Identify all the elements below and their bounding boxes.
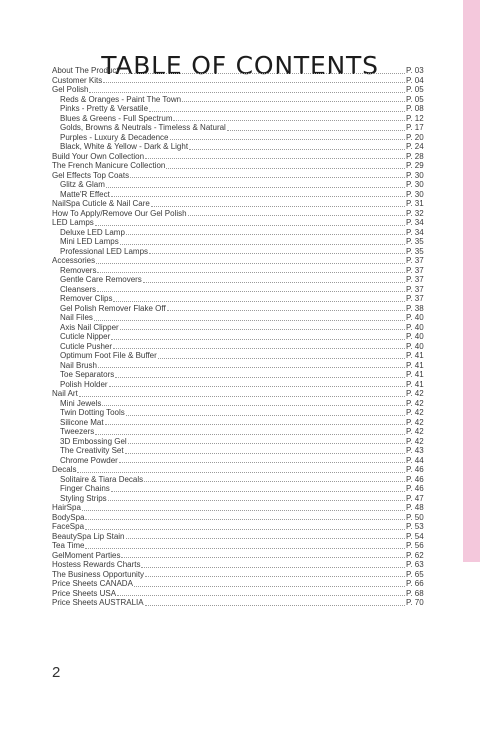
toc-entry-page: P. 42: [406, 408, 424, 417]
dot-leader: [111, 490, 405, 492]
toc-entry-page: P. 34: [406, 227, 424, 237]
toc-subentry[interactable]: [52, 142, 426, 152]
toc-entry-label: Reds & Oranges - Paint The Town: [60, 94, 182, 104]
toc-entry-page: P. 38: [406, 303, 424, 313]
toc-entry-label: Optimum Foot File & Buffer: [60, 351, 157, 360]
dot-leader: [85, 528, 405, 530]
dot-leader: [126, 233, 405, 235]
toc-entry-label: Chrome Powder: [60, 455, 118, 465]
toc-entry-page: P. 34: [406, 218, 424, 227]
toc-entry-page: P. 17: [406, 123, 424, 132]
dot-leader: [77, 471, 405, 473]
toc-entry-page: P. 37: [406, 265, 424, 275]
toc-entry-label: Gel Polish Remover Flake Off: [60, 303, 166, 313]
toc-entry-page: P. 70: [406, 598, 424, 607]
toc-entry-label: Polish Holder: [60, 379, 108, 389]
toc-entry-page: P. 46: [406, 484, 424, 493]
toc-entry-page: P. 37: [406, 275, 424, 284]
dot-leader: [158, 357, 405, 359]
toc-entry-label: The Business Opportunity: [52, 569, 145, 579]
toc-entry[interactable]: [52, 560, 426, 570]
toc-entry-page: P. 31: [406, 199, 424, 208]
toc-entry-label: Nail Art: [52, 389, 78, 398]
toc-entry-label: Tea Time: [52, 541, 85, 550]
dot-leader: [227, 129, 405, 131]
toc-entry-label: FaceSpa: [52, 522, 85, 531]
toc-entry-label: Blues & Greens - Full Spectrum: [60, 113, 173, 123]
toc-entry-page: P. 50: [406, 512, 424, 522]
toc-entry-page: P. 05: [406, 85, 424, 94]
toc-entry[interactable]: [52, 209, 426, 219]
toc-subentry[interactable]: [52, 361, 426, 371]
toc-entry-page: P. 44: [406, 455, 424, 465]
toc-entry[interactable]: [52, 551, 426, 561]
toc-subentry[interactable]: [52, 95, 426, 105]
toc-entry[interactable]: [52, 513, 426, 523]
dot-leader: [167, 309, 405, 311]
toc-entry-page: P. 37: [406, 294, 424, 303]
toc-entry-page: P. 35: [406, 237, 424, 246]
toc-entry-label: Cuticle Pusher: [60, 341, 113, 351]
toc-entry[interactable]: [52, 532, 426, 542]
toc-entry-label: Hostess Rewards Charts: [52, 560, 141, 569]
dot-leader: [145, 157, 405, 159]
toc-entry[interactable]: [52, 589, 426, 599]
dot-leader: [149, 110, 405, 112]
toc-subentry[interactable]: [52, 475, 426, 485]
toc-entry-page: P. 32: [406, 208, 424, 218]
toc-entry-page: P. 41: [406, 360, 424, 370]
dot-leader: [85, 518, 405, 520]
toc-entry-page: P. 05: [406, 94, 424, 104]
toc-subentry[interactable]: [52, 275, 426, 285]
dot-leader: [134, 585, 405, 587]
dot-leader: [182, 100, 405, 102]
dot-leader: [103, 81, 405, 83]
toc-subentry[interactable]: [52, 304, 426, 314]
toc-entry[interactable]: [52, 171, 426, 181]
toc-entry-label: Silicone Mat: [60, 417, 104, 427]
toc-entry-label: Customer Kits: [52, 75, 103, 85]
toc-entry[interactable]: [52, 152, 426, 162]
toc-entry-label: 3D Embossing Gel: [60, 436, 127, 446]
toc-entry-page: P. 30: [406, 189, 424, 199]
dot-leader: [170, 138, 406, 140]
toc-entry-label: The French Manicure Collection: [52, 161, 166, 170]
toc-entry-label: Cleansers: [60, 284, 97, 294]
toc-entry-page: P. 28: [406, 151, 424, 161]
toc-entry[interactable]: [52, 598, 426, 608]
toc-subentry[interactable]: [52, 285, 426, 295]
toc-entry-page: P. 62: [406, 550, 424, 560]
toc-entry-page: P. 03: [406, 66, 424, 75]
toc-entry-page: P. 42: [406, 398, 424, 408]
dot-leader: [115, 376, 405, 378]
toc-entry-label: Cuticle Nipper: [60, 332, 111, 341]
dot-leader: [121, 556, 405, 558]
dot-leader: [126, 414, 405, 416]
toc-entry-label: Gel Polish: [52, 85, 89, 94]
page-number: 2: [52, 664, 61, 681]
dot-leader: [102, 404, 405, 406]
toc-entry-label: Tweezers: [60, 427, 95, 436]
dot-leader: [173, 119, 405, 121]
toc-subentry[interactable]: [52, 133, 426, 143]
dot-leader: [151, 205, 405, 207]
dot-leader: [97, 271, 405, 273]
toc-entry-page: P. 24: [406, 142, 424, 151]
dot-leader: [141, 566, 405, 568]
toc-subentry[interactable]: [52, 294, 426, 304]
dot-leader: [111, 338, 405, 340]
dot-leader: [120, 328, 405, 330]
toc-subentry[interactable]: [52, 332, 426, 342]
toc-entry-page: P. 65: [406, 569, 424, 579]
toc-entry[interactable]: [52, 579, 426, 589]
dot-leader: [89, 91, 405, 93]
toc-entry-label: About The Product: [52, 66, 119, 75]
toc-entry-label: Accessories: [52, 256, 96, 265]
dot-leader: [98, 366, 405, 368]
toc-subentry[interactable]: [52, 104, 426, 114]
toc-entry-page: P. 12: [406, 113, 424, 123]
toc-entry-label: Purples - Luxury & Decadence: [60, 132, 169, 142]
toc-entry[interactable]: [52, 85, 426, 95]
toc-subentry[interactable]: [52, 266, 426, 276]
dot-leader: [113, 347, 405, 349]
dot-leader: [109, 385, 405, 387]
pink-side-tab: [463, 0, 480, 562]
toc-entry-label: BodySpa: [52, 512, 85, 522]
toc-entry-label: NailSpa Cuticle & Nail Care: [52, 199, 150, 208]
toc-subentry[interactable]: [52, 380, 426, 390]
toc-entry-page: P. 37: [406, 284, 424, 294]
toc-subentry[interactable]: [52, 247, 426, 257]
toc-entry-page: P. 42: [406, 436, 424, 446]
toc-entry-label: GelMoment Parties: [52, 550, 121, 560]
toc-subentry[interactable]: [52, 456, 426, 466]
toc-subentry[interactable]: [52, 114, 426, 124]
dot-leader: [96, 262, 405, 264]
page-title: TABLE OF CONTENTS: [101, 50, 379, 80]
toc-entry[interactable]: [52, 76, 426, 86]
toc-entry-label: Professional LED Lamps: [60, 246, 149, 256]
toc-entry-page: P. 53: [406, 522, 424, 531]
dot-leader: [111, 195, 405, 197]
toc-entry-label: The Creativity Set: [60, 446, 124, 455]
dot-leader: [113, 300, 405, 302]
toc-entry[interactable]: [52, 389, 426, 399]
toc-entry-label: Nail Brush: [60, 360, 97, 370]
toc-entry-label: How To Apply/Remove Our Gel Polish: [52, 208, 187, 218]
dot-leader: [82, 509, 405, 511]
dot-leader: [95, 224, 405, 226]
toc-subentry[interactable]: [52, 427, 426, 437]
toc-entry-page: P. 42: [406, 427, 424, 436]
dot-leader: [188, 214, 405, 216]
toc-entry-label: Gel Effects Top Coats: [52, 170, 130, 180]
toc-entry[interactable]: [52, 541, 426, 551]
toc-entry-label: LED Lamps: [52, 218, 94, 227]
toc-subentry[interactable]: [52, 399, 426, 409]
toc-subentry[interactable]: [52, 190, 426, 200]
toc-entry-page: P. 42: [406, 389, 424, 398]
toc-entry-label: Matte'R Effect: [60, 189, 110, 199]
toc-entry-page: P. 40: [406, 341, 424, 351]
toc-entry-label: Pinks - Pretty & Versatile: [60, 104, 149, 113]
toc-entry-page: P. 42: [406, 417, 424, 427]
toc-entry-label: Price Sheets USA: [52, 588, 117, 598]
toc-entry-label: Nail Files: [60, 313, 93, 322]
toc-entry-page: P. 30: [406, 170, 424, 180]
dot-leader: [128, 442, 405, 444]
dot-leader: [145, 604, 405, 606]
toc-entry-page: P. 08: [406, 104, 424, 113]
toc-subentry[interactable]: [52, 408, 426, 418]
toc-subentry[interactable]: [52, 180, 426, 190]
toc-entry-label: Build Your Own Collection: [52, 151, 145, 161]
dot-leader: [130, 176, 405, 178]
toc-subentry[interactable]: [52, 123, 426, 133]
toc-subentry[interactable]: [52, 437, 426, 447]
toc-entry-page: P. 35: [406, 246, 424, 256]
toc-entry-page: P. 46: [406, 465, 424, 474]
toc-entry[interactable]: [52, 570, 426, 580]
toc-entry-page: P. 48: [406, 503, 424, 512]
toc-entry[interactable]: [52, 465, 426, 475]
dot-leader: [125, 452, 405, 454]
toc-entry-page: P. 66: [406, 579, 424, 588]
toc-entry-label: Mini LED Lamps: [60, 237, 119, 246]
toc-subentry[interactable]: [52, 313, 426, 323]
toc-entry-label: Solitaire & Tiara Decals: [60, 474, 144, 484]
toc-entry-label: Remover Clips: [60, 294, 113, 303]
dot-leader: [120, 72, 405, 74]
dot-leader: [95, 433, 405, 435]
toc-entry-page: P. 41: [406, 351, 424, 360]
dot-leader: [120, 243, 405, 245]
dot-leader: [97, 290, 405, 292]
dot-leader: [105, 423, 405, 425]
toc-entry-page: P. 68: [406, 588, 424, 598]
toc-entry-label: Twin Dotting Tools: [60, 408, 125, 417]
toc-entry-page: P. 37: [406, 256, 424, 265]
toc-entry[interactable]: [52, 256, 426, 266]
toc-entry-label: HairSpa: [52, 503, 81, 512]
toc-entry[interactable]: [52, 218, 426, 228]
toc-entry-page: P. 56: [406, 541, 424, 550]
toc-entry-page: P. 41: [406, 370, 424, 379]
toc-entry[interactable]: [52, 199, 426, 209]
toc-entry-label: Black, White & Yellow - Dark & Light: [60, 142, 189, 151]
toc-entry-label: Gentle Care Removers: [60, 275, 142, 284]
toc-entry-label: Price Sheets CANADA: [52, 579, 133, 588]
toc-entry-label: BeautySpa Lip Stain: [52, 531, 125, 541]
toc-subentry[interactable]: [52, 351, 426, 361]
toc-entry-label: Toe Separators: [60, 370, 115, 379]
toc-entry-page: P. 43: [406, 446, 424, 455]
toc-entry-page: P. 29: [406, 161, 424, 170]
toc-entry[interactable]: [52, 161, 426, 171]
toc-subentry[interactable]: [52, 494, 426, 504]
dot-leader: [144, 480, 405, 482]
dot-leader: [108, 499, 405, 501]
toc-entry-label: Mini Jewels: [60, 398, 102, 408]
toc-entry-label: Styling Strips: [60, 493, 107, 503]
toc-entry-label: Axis Nail Clipper: [60, 322, 119, 332]
dot-leader: [143, 281, 405, 283]
toc-entry-label: Golds, Browns & Neutrals - Timeless & Natural: [60, 123, 226, 132]
toc-subentry[interactable]: [52, 418, 426, 428]
toc-subentry[interactable]: [52, 323, 426, 333]
toc-subentry[interactable]: [52, 484, 426, 494]
toc-entry-page: P. 04: [406, 75, 424, 85]
toc-entry-page: P. 63: [406, 560, 424, 569]
toc-subentry[interactable]: [52, 370, 426, 380]
dot-leader: [85, 547, 405, 549]
toc-entry-label: Price Sheets AUSTRALIA: [52, 598, 144, 607]
toc-entry-label: Finger Chains: [60, 484, 110, 493]
toc-entry-page: P. 46: [406, 474, 424, 484]
toc-entry-page: P. 40: [406, 322, 424, 332]
toc-entry-label: Removers: [60, 265, 97, 275]
table-of-contents: [52, 66, 426, 608]
toc-entry[interactable]: [52, 503, 426, 513]
toc-entry-page: P. 20: [406, 132, 424, 142]
dot-leader: [106, 186, 405, 188]
toc-subentry[interactable]: [52, 446, 426, 456]
toc-subentry[interactable]: [52, 342, 426, 352]
toc-entry-page: P. 47: [406, 493, 424, 503]
toc-entry-page: P. 40: [406, 332, 424, 341]
toc-entry-label: Decals: [52, 465, 77, 474]
dot-leader: [94, 319, 405, 321]
toc-entry-label: Glitz & Glam: [60, 180, 105, 189]
dot-leader: [145, 575, 405, 577]
toc-entry-page: P. 41: [406, 379, 424, 389]
dot-leader: [149, 252, 405, 254]
toc-entry-label: Deluxe LED Lamp: [60, 227, 125, 237]
dot-leader: [117, 594, 405, 596]
dot-leader: [79, 395, 405, 397]
toc-subentry[interactable]: [52, 228, 426, 238]
dot-leader: [126, 537, 406, 539]
toc-entry-page: P. 30: [406, 180, 424, 189]
toc-entry[interactable]: [52, 66, 426, 76]
toc-entry-page: P. 54: [406, 531, 424, 541]
toc-entry-page: P. 40: [406, 313, 424, 322]
dot-leader: [189, 148, 405, 150]
toc-subentry[interactable]: [52, 237, 426, 247]
dot-leader: [119, 461, 405, 463]
dot-leader: [166, 167, 405, 169]
toc-entry[interactable]: [52, 522, 426, 532]
